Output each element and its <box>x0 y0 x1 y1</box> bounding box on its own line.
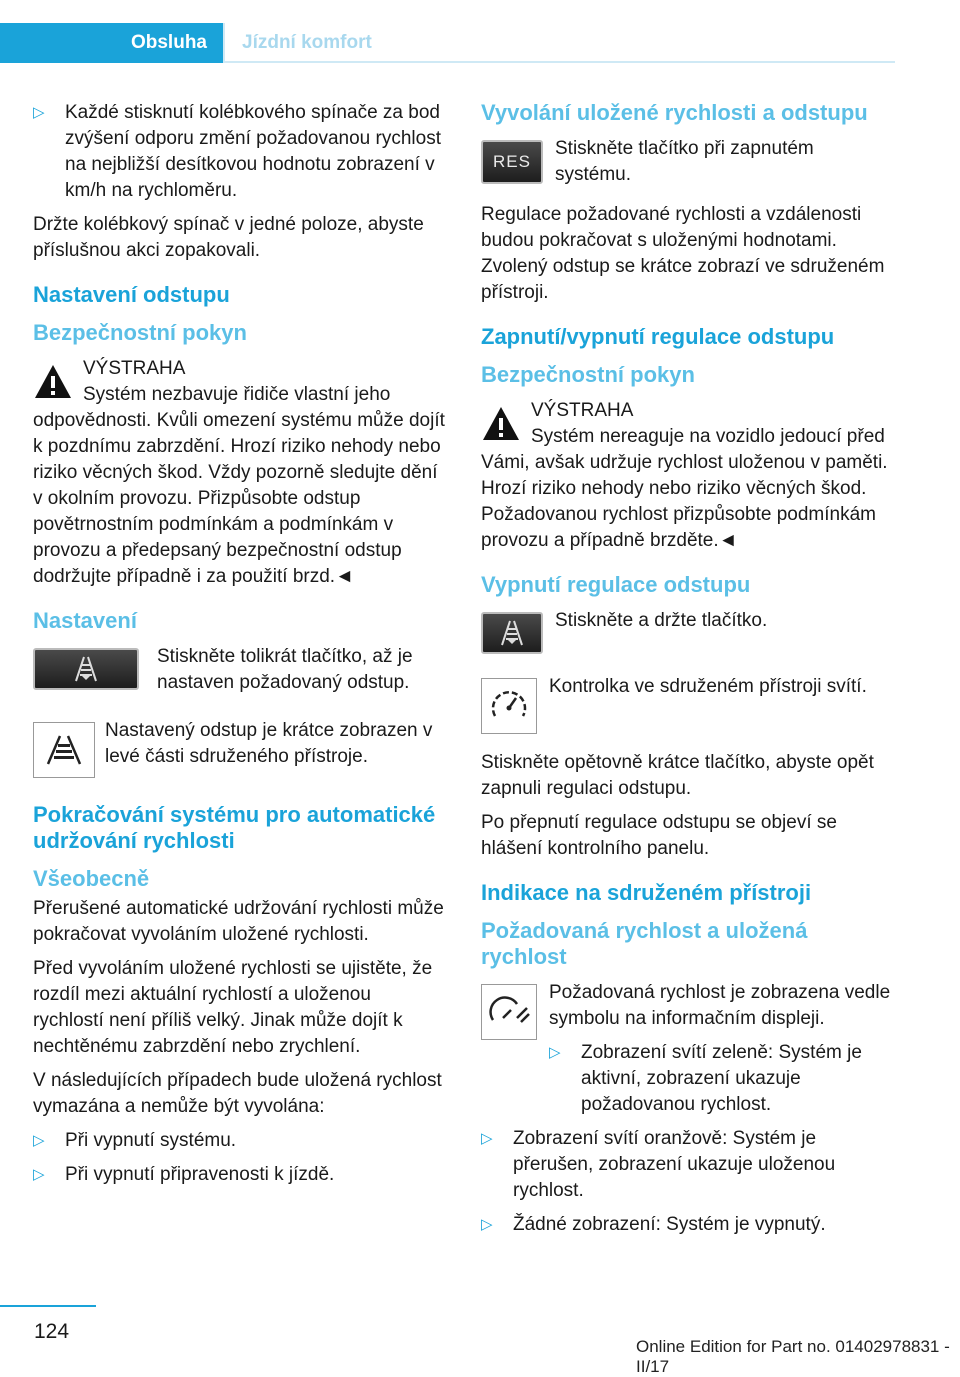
paragraph: Přerušené automatické udržování rychlosti může pokračovat vyvoláním uložené rychlosti. <box>33 898 444 945</box>
paragraph: Regulace požadované rychlosti a vzdálenosti budou pokračovat s uloženými hodnotami. Zvolený odstup se krátce zobrazí ve sdruženém přístroji. <box>481 204 885 303</box>
paragraph: Po přepnutí regulace odstupu se objeví se hlášení kontrolního panelu. <box>481 812 837 859</box>
bullet-marker-icon: ▷ <box>549 1044 561 1061</box>
warning-block <box>33 356 445 590</box>
pozadovana-block <box>481 980 895 1126</box>
list-item-text: Zobrazení svítí zeleně: Systém je aktivní, zobrazení ukazuje požadovanou rychlost. <box>581 1042 862 1115</box>
list-item <box>481 1126 895 1204</box>
speed-indicator-icon <box>481 678 537 734</box>
heading-vyvolani: Vyvolání uložené rychlosti a odstupu <box>481 100 868 125</box>
list-item-text: Při vypnutí připravenosti k jízdě. <box>65 1164 335 1185</box>
bullet-marker-icon: ▷ <box>33 1132 45 1149</box>
distance-button-icon <box>481 612 543 654</box>
heading-bezpecnostni-pokyn: Bezpečnostní pokyn <box>481 362 695 387</box>
list-item-text: Žádné zobrazení: Systém je vypnutý. <box>513 1214 826 1235</box>
nastaveni-display-text: Nastavený odstup je krátce zobrazen v levé části sdruženého přístroje. <box>105 720 433 767</box>
list-item-text: Zobrazení svítí oranžově: Systém je přerušen, zobrazení ukazuje uloženou rychlost. <box>513 1128 836 1201</box>
heading-pokracovani: Pokračování systému pro automatické udržování rychlosti <box>33 802 436 853</box>
list-item <box>481 1212 895 1238</box>
warning-triangle-icon <box>33 362 73 402</box>
section-tab-active: Obsluha <box>0 23 223 63</box>
distance-button-icon <box>33 648 139 690</box>
nastaveni-display-block <box>33 718 445 784</box>
vypnuti-button-text: Stiskněte a držte tlačítko. <box>555 610 768 631</box>
kontrolka-text: Kontrolka ve sdruženém přístroji svítí. <box>549 676 867 697</box>
bullet-marker-icon: ▷ <box>481 1130 493 1147</box>
heading-nastaveni-odstupu: Nastavení odstupu <box>33 282 230 307</box>
heading-nastaveni: Nastavení <box>33 608 137 633</box>
warning-text: Systém nezbavuje řidiče vlastní jeho odpovědnosti. Kvůli omezení systému může dojít k pozdnímu zabrzdění. Hrozí riziko nehody nebo riziko věcných škod. Vždy pozorně sledujte dění v okolním provozu. Přizpůsobte odstup povětrnostním podmínkám a podmínkám v provozu a předepsaný bezpečnostní odstup dodržujte případně i za použití brzd.◄ <box>33 384 445 587</box>
bullet-marker-icon: ▷ <box>481 1216 493 1233</box>
warning-triangle-icon <box>481 404 521 444</box>
list-item-text: Při vypnutí systému. <box>65 1130 237 1151</box>
bullet-marker-icon: ▷ <box>33 1166 45 1183</box>
list-item <box>33 100 445 204</box>
distance-bars-icon <box>66 655 106 683</box>
list-item <box>33 1162 445 1188</box>
heading-zapnuti: Zapnutí/vypnutí regulace odstupu <box>481 324 835 349</box>
paragraph: Před vyvoláním uložené rychlosti se ujistěte, že rozdíl mezi aktuální rychlostí a uloženou rychlostí není příliš velký. Jinak může dojít k nechtěnému zabrzdění nebo zrychlení. <box>33 958 433 1057</box>
warning-title: VÝSTRAHA <box>83 358 186 379</box>
footer-rule <box>0 1305 96 1307</box>
res-button-text: Stiskněte tlačítko při zapnutém systému. <box>555 138 814 185</box>
heading-indikace: Indikace na sdruženém přístroji <box>481 880 812 905</box>
paragraph: V následujících případech bude uložená rychlost vymazána a nemůže být vyvolána: <box>33 1070 442 1117</box>
right-column <box>481 100 895 1246</box>
res-button-label: RES <box>493 152 531 171</box>
bullet-marker-icon: ▷ <box>33 104 45 121</box>
vypnuti-button-block <box>481 608 895 660</box>
pozadovana-text: Požadovaná rychlost je zobrazena vedle symbolu na informačním displeji. <box>549 982 891 1029</box>
heading-vypnuti: Vypnutí regulace odstupu <box>481 572 751 597</box>
paragraph: Stiskněte opětovně krátce tlačítko, abyste opět zapnuli regulaci odstupu. <box>481 752 874 799</box>
tab-divider <box>223 23 225 63</box>
cruise-control-icon <box>481 984 537 1040</box>
nastaveni-button-text: Stiskněte tolikrát tlačítko, až je nastaven požadovaný odstup. <box>157 646 413 693</box>
page-header <box>0 23 895 63</box>
distance-bars-icon <box>492 619 532 647</box>
section-tab-inactive: Jízdní komfort <box>242 32 372 53</box>
nastaveni-button-block <box>33 644 445 704</box>
left-column <box>33 100 445 1196</box>
list-item-text: Každé stisknutí kolébkového spínače za bod zvýšení odporu změní požadovanou rychlost na nejbližší desítkovou hodnotu zobrazení v km/h na rychloměru. <box>65 102 441 201</box>
heading-bezpecnostni-pokyn: Bezpečnostní pokyn <box>33 320 247 345</box>
warning-title: VÝSTRAHA <box>531 400 634 421</box>
res-button-block <box>481 136 895 196</box>
list-item <box>549 1040 895 1118</box>
warning-block <box>481 398 895 554</box>
list-item <box>33 1128 445 1154</box>
paragraph: Držte kolébkový spínač v jedné poloze, abyste příslušnou akci zopakovali. <box>33 214 424 261</box>
header-rule <box>223 61 895 63</box>
kontrolka-block <box>481 674 895 740</box>
heading-pozadovana-rychlost: Požadovaná rychlost a uložená rychlost <box>481 918 808 969</box>
res-button-icon <box>481 140 543 184</box>
distance-display-icon <box>33 722 95 778</box>
page-number: 124 <box>34 1320 70 1343</box>
heading-vseobecne: Všeobecně <box>33 866 150 891</box>
warning-text: Systém nereaguje na vozidlo jedoucí před Vámi, avšak udržuje rychlost uloženou v paměti. Hrozí riziko nehody nebo riziko věcných škod. Požadovanou rychlost přizpůsobte podmínkám provozu a případně brzděte.◄ <box>481 426 888 551</box>
edition-note: Online Edition for Part no. 01402978831 - II/17 <box>636 1337 950 1376</box>
